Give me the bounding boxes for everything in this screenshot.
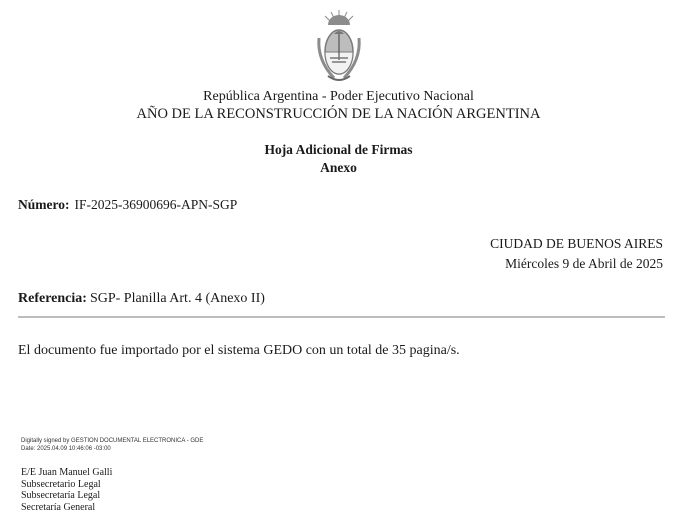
referencia-value: SGP- Planilla Art. 4 (Anexo II): [89, 291, 265, 306]
header-line-year-motto: AÑO DE LA RECONSTRUCCIÓN DE LA NACIÓN ARGENTINA: [136, 106, 541, 122]
referencia-label: Referencia:: [18, 291, 87, 306]
numero-label: Número:: [18, 197, 70, 212]
signer-name: E/E Juan Manuel Galli: [21, 467, 113, 478]
document-subtitle: Anexo: [320, 160, 357, 175]
divider: [18, 316, 665, 318]
digital-signature-stamp: [21, 438, 203, 453]
digital-signature-line: Digitally signed by GESTION DOCUMENTAL ELECTRONICA - GDE: [21, 438, 204, 444]
document-title: Hoja Adicional de Firmas: [264, 142, 413, 157]
digital-signature-date: Date: 2025.04.09 10:46:06 -03:00: [21, 445, 111, 452]
document-number: [18, 197, 237, 213]
signer-office: Subsecretaría Legal: [21, 490, 101, 502]
signer-block: [21, 467, 112, 513]
document-city: CIUDAD DE BUENOS AIRES: [490, 236, 663, 251]
document-body: El documento fue importado por el sistema GEDO con un total de 35 pagina/s.: [18, 343, 460, 358]
coat-of-arms-icon: [314, 8, 364, 86]
document-reference: [18, 291, 265, 307]
signer-title: Subsecretario Legal: [21, 478, 101, 490]
header-line-republica: República Argentina - Poder Ejecutivo Nacional: [203, 89, 474, 104]
numero-value: IF-2025-36900696-APN-SGP: [74, 197, 238, 212]
signer-secretariat: Secretaría General: [21, 501, 96, 513]
document-date: Miércoles 9 de Abril de 2025: [505, 256, 663, 271]
